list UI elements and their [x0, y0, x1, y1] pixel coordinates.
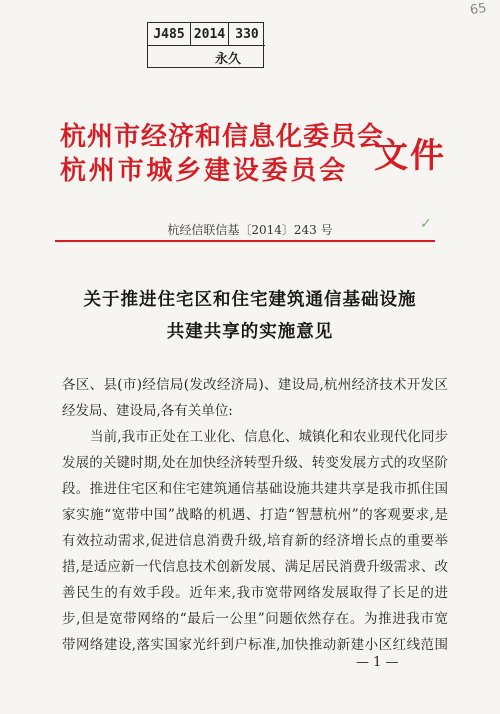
- stamp-number: 330: [229, 23, 265, 46]
- addressee: [62, 372, 448, 424]
- issuer-line-2: 杭州市城乡建设委员会: [60, 156, 349, 186]
- body-line: 当前,我市正处在工业化、信息化、城镇化和农业现代化同步: [90, 429, 448, 445]
- doc-type: 文件: [374, 136, 446, 176]
- stamp-fonds: J485: [148, 23, 191, 46]
- document-title-line-1: 关于推进住宅区和住宅建筑通信基础设施: [83, 290, 417, 310]
- stamp-blank: [148, 46, 191, 69]
- stamp-retention: 永久: [214, 52, 241, 67]
- handwritten-mark: 65: [469, 0, 488, 19]
- page-number: — 1 —: [356, 655, 399, 670]
- body-line: 家实施“宽带中国”战略的机遇、打造“智慧杭州”的客观要求,是: [62, 507, 448, 523]
- addressee-line: 经发局、建设局,各有关单位:: [62, 403, 233, 419]
- stamp-year: 2014: [191, 23, 229, 46]
- body-line: 带网络建设,落实国家光纤到户标准,加快推动新建小区红线范围: [62, 637, 448, 653]
- document-number: 杭经信联信基〔2014〕243 号: [167, 223, 333, 237]
- body-line: 段。推进住宅区和住宅建筑通信基础设施共建共享是我市抓住国: [62, 481, 448, 497]
- red-divider: [55, 240, 435, 242]
- body-paragraph: [62, 424, 448, 658]
- body-line: 有效拉动需求,促进信息消费升级,培育新的经济增长点的重要举: [62, 533, 448, 549]
- body-line: 善民生的有效手段。近年来,我市宽带网络发展取得了长足的进: [62, 585, 448, 601]
- document-title-line-2: 共建共享的实施意见: [166, 322, 334, 342]
- body-line: 措,是适应新一代信息技术创新发展、满足居民消费升级需求、改: [62, 559, 448, 575]
- issuer-line-1: 杭州市经济和信息化委员会: [60, 122, 385, 152]
- body-line: 发展的关键时期,处在加快经济转型升级、转变发展方式的攻坚阶: [62, 455, 448, 471]
- check-mark-icon: ✓: [420, 216, 432, 232]
- body-line: 步,但是宽带网络的“最后一公里”问题依然存在。为推进我市宽: [62, 611, 448, 627]
- addressee-line: 各区、县(市)经信局(发改经济局)、建设局,杭州经济技术开发区: [62, 377, 448, 393]
- archive-stamp: [147, 22, 264, 68]
